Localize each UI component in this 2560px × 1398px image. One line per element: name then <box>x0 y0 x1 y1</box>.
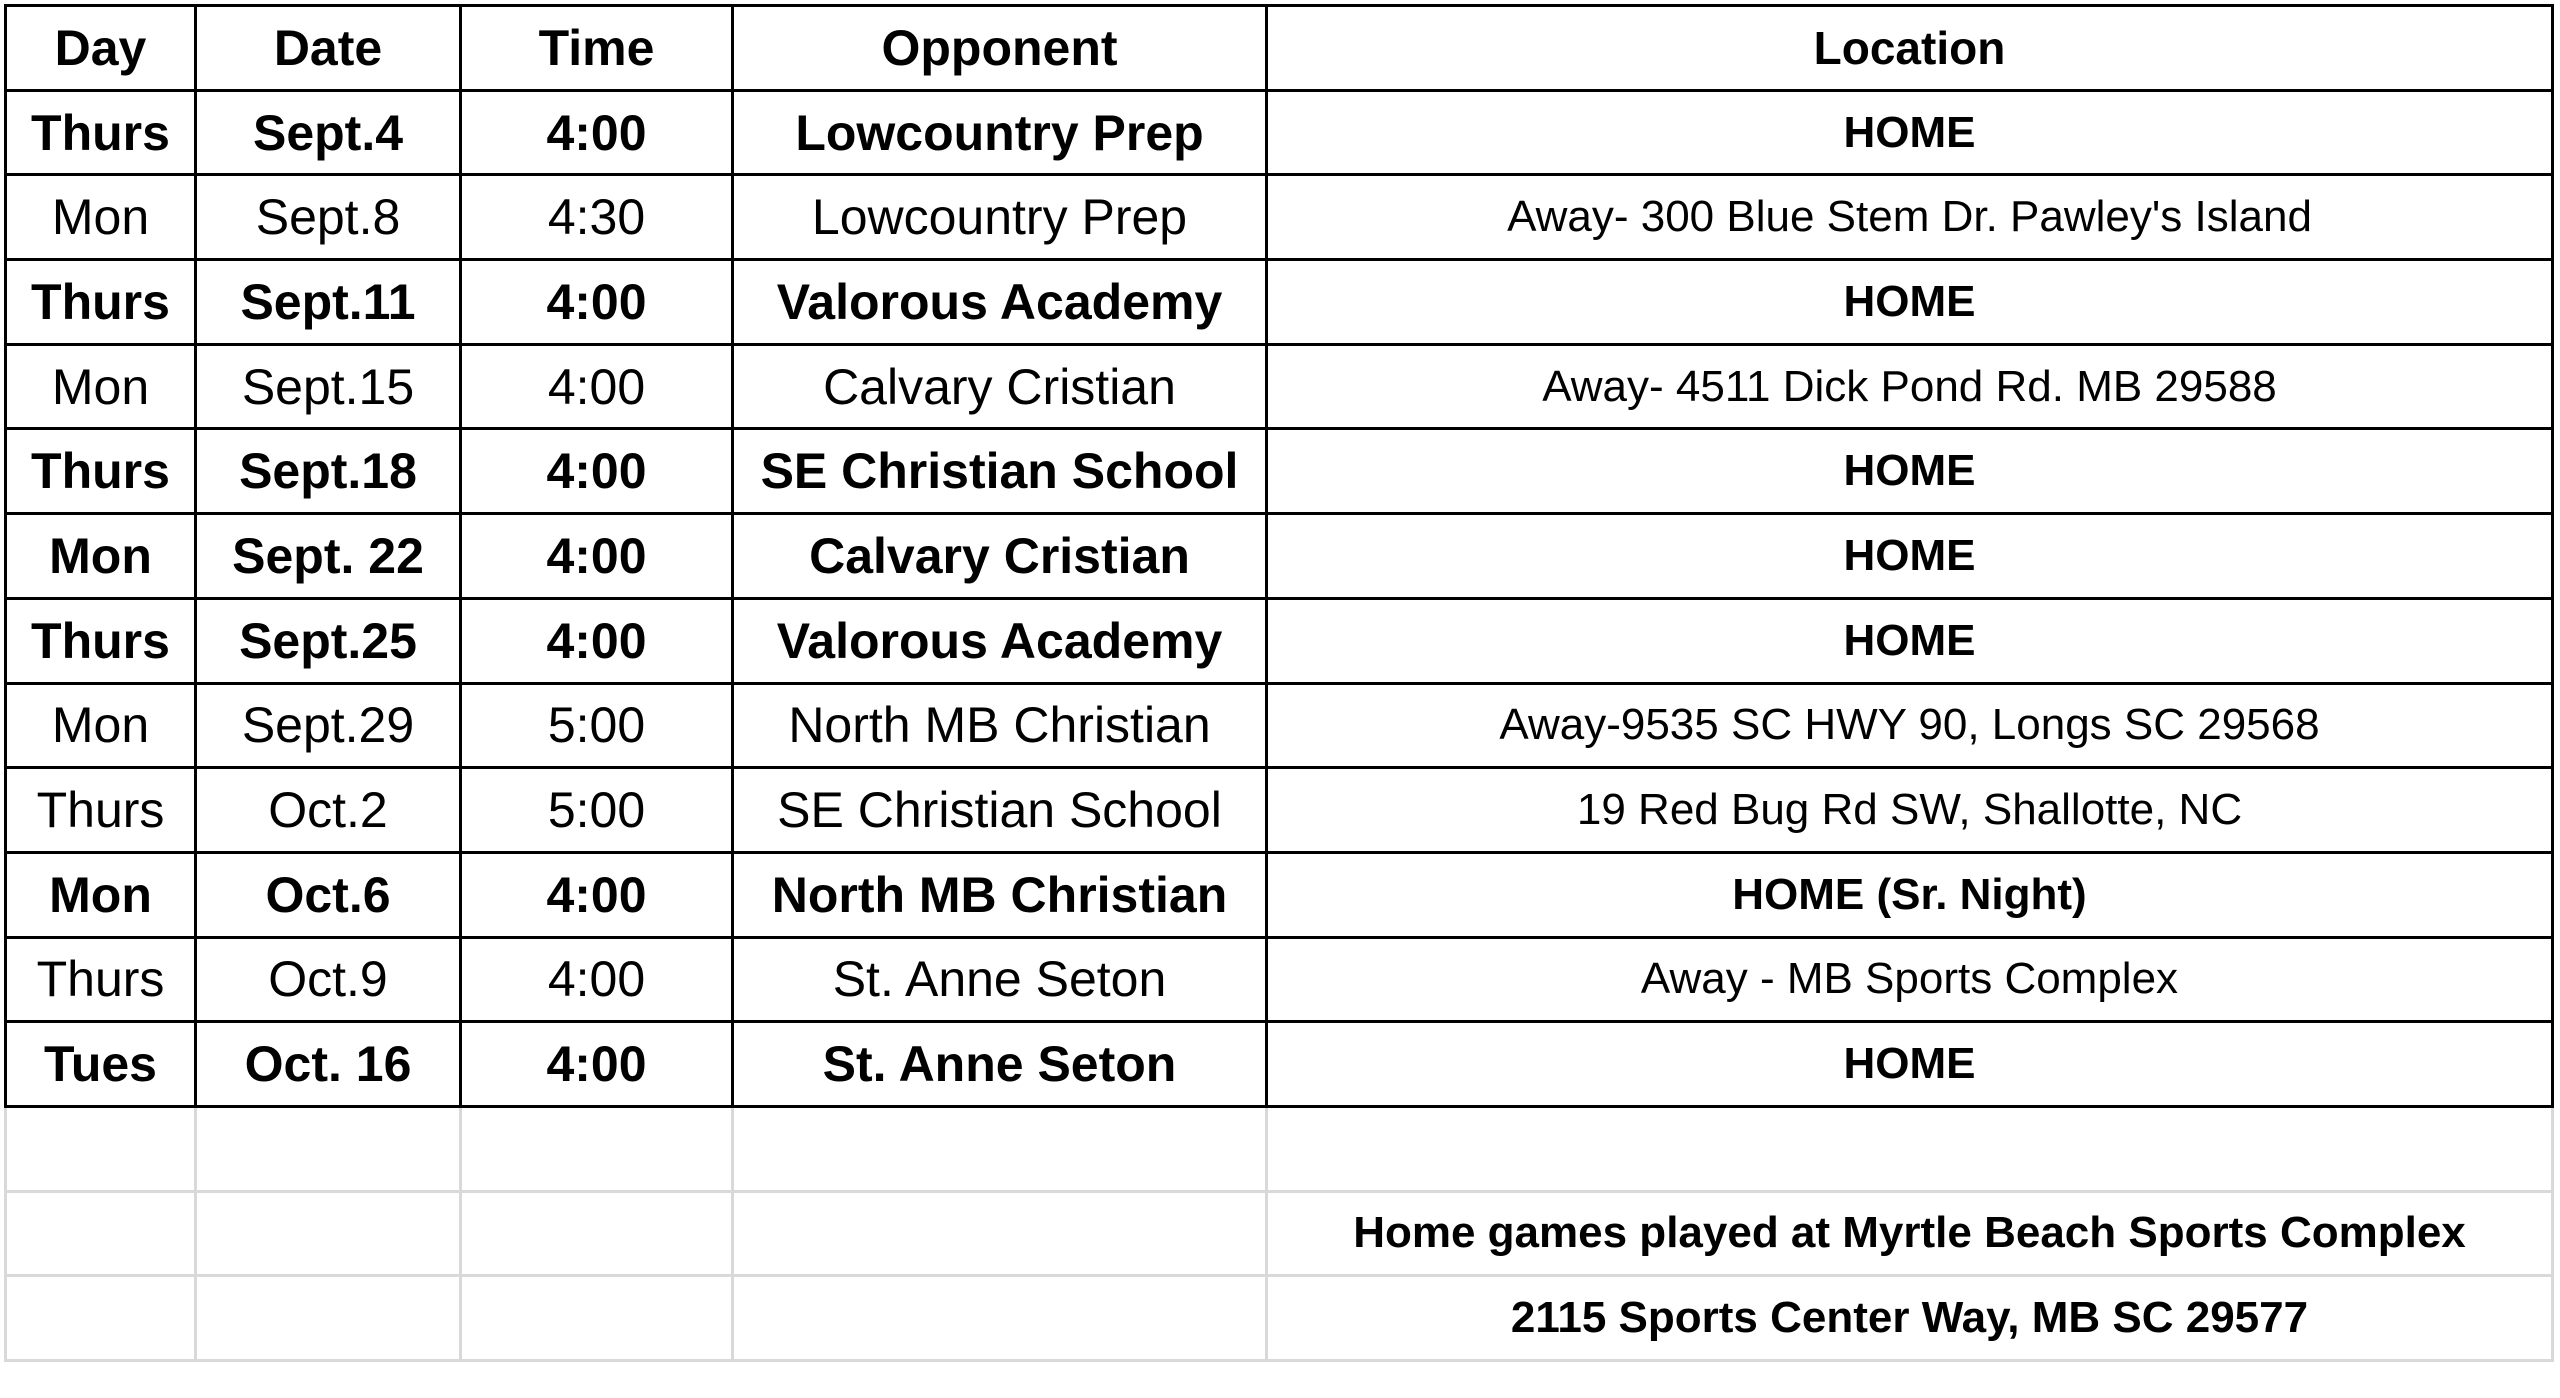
cell-location[interactable]: 19 Red Bug Rd SW, Shallotte, NC <box>1267 768 2553 853</box>
cell-opponent[interactable]: SE Christian School <box>733 429 1267 514</box>
cell-opponent[interactable]: Valorous Academy <box>733 598 1267 683</box>
cell-date[interactable]: Oct. 16 <box>196 1022 461 1107</box>
cell-time[interactable]: 4:00 <box>461 1022 733 1107</box>
schedule-table <box>4 4 2554 1362</box>
cell-day[interactable]: Thurs <box>6 90 196 175</box>
cell-date[interactable]: Sept.15 <box>196 344 461 429</box>
cell-date[interactable]: Oct.6 <box>196 852 461 937</box>
cell-date[interactable]: Sept.8 <box>196 175 461 260</box>
cell-date[interactable]: Sept.18 <box>196 429 461 514</box>
cell-opponent[interactable]: Calvary Cristian <box>733 514 1267 599</box>
cell-day[interactable]: Mon <box>6 852 196 937</box>
empty-row <box>6 1191 2553 1276</box>
table-row <box>6 90 2553 175</box>
header-day[interactable]: Day <box>6 6 196 91</box>
cell-time[interactable]: 4:00 <box>461 598 733 683</box>
header-location[interactable]: Location <box>1267 6 2553 91</box>
cell-day[interactable]: Mon <box>6 514 196 599</box>
cell-time[interactable]: 4:30 <box>461 175 733 260</box>
table-row <box>6 598 2553 683</box>
cell-time[interactable]: 4:00 <box>461 429 733 514</box>
cell-day[interactable]: Thurs <box>6 260 196 345</box>
cell-opponent[interactable]: Lowcountry Prep <box>733 90 1267 175</box>
table-row <box>6 937 2553 1022</box>
empty-cell[interactable] <box>196 1276 461 1361</box>
cell-date[interactable]: Sept.25 <box>196 598 461 683</box>
empty-row <box>6 1106 2553 1191</box>
schedule-table-body <box>6 6 2553 1361</box>
empty-cell[interactable] <box>196 1106 461 1191</box>
empty-cell[interactable] <box>6 1191 196 1276</box>
cell-time[interactable]: 5:00 <box>461 683 733 768</box>
cell-location[interactable]: HOME <box>1267 598 2553 683</box>
cell-day[interactable]: Mon <box>6 683 196 768</box>
cell-opponent[interactable]: North MB Christian <box>733 852 1267 937</box>
cell-time[interactable]: 4:00 <box>461 90 733 175</box>
table-row <box>6 429 2553 514</box>
cell-date[interactable]: Sept.11 <box>196 260 461 345</box>
cell-date[interactable]: Oct.9 <box>196 937 461 1022</box>
cell-location[interactable]: Away - MB Sports Complex <box>1267 937 2553 1022</box>
cell-location[interactable]: HOME <box>1267 90 2553 175</box>
cell-time[interactable]: 4:00 <box>461 344 733 429</box>
cell-time[interactable]: 4:00 <box>461 514 733 599</box>
empty-cell[interactable] <box>6 1106 196 1191</box>
home-games-note[interactable]: Home games played at Myrtle Beach Sports Complex <box>1267 1191 2553 1276</box>
cell-time[interactable]: 5:00 <box>461 768 733 853</box>
cell-opponent[interactable]: SE Christian School <box>733 768 1267 853</box>
cell-location[interactable]: Away- 300 Blue Stem Dr. Pawley's Island <box>1267 175 2553 260</box>
empty-cell[interactable] <box>733 1191 1267 1276</box>
cell-time[interactable]: 4:00 <box>461 852 733 937</box>
home-games-note[interactable]: 2115 Sports Center Way, MB SC 29577 <box>1267 1276 2553 1361</box>
empty-cell[interactable] <box>196 1191 461 1276</box>
cell-location[interactable]: HOME <box>1267 514 2553 599</box>
empty-cell[interactable] <box>733 1276 1267 1361</box>
table-row <box>6 768 2553 853</box>
table-row <box>6 175 2553 260</box>
cell-date[interactable]: Sept.29 <box>196 683 461 768</box>
table-row <box>6 514 2553 599</box>
cell-date[interactable]: Oct.2 <box>196 768 461 853</box>
cell-location[interactable]: Away- 4511 Dick Pond Rd. MB 29588 <box>1267 344 2553 429</box>
cell-time[interactable]: 4:00 <box>461 937 733 1022</box>
cell-opponent[interactable]: Valorous Academy <box>733 260 1267 345</box>
empty-cell[interactable] <box>461 1276 733 1361</box>
cell-day[interactable]: Thurs <box>6 768 196 853</box>
cell-location[interactable]: Away-9535 SC HWY 90, Longs SC 29568 <box>1267 683 2553 768</box>
cell-location[interactable]: HOME (Sr. Night) <box>1267 852 2553 937</box>
cell-location[interactable]: HOME <box>1267 1022 2553 1107</box>
cell-opponent[interactable]: North MB Christian <box>733 683 1267 768</box>
cell-opponent[interactable]: Lowcountry Prep <box>733 175 1267 260</box>
empty-cell[interactable] <box>461 1106 733 1191</box>
header-date[interactable]: Date <box>196 6 461 91</box>
empty-cell[interactable] <box>733 1106 1267 1191</box>
cell-location[interactable]: HOME <box>1267 429 2553 514</box>
empty-cell[interactable] <box>1267 1106 2553 1191</box>
cell-day[interactable]: Mon <box>6 344 196 429</box>
cell-opponent[interactable]: St. Anne Seton <box>733 937 1267 1022</box>
empty-cell[interactable] <box>461 1191 733 1276</box>
header-opponent[interactable]: Opponent <box>733 6 1267 91</box>
table-row <box>6 1022 2553 1107</box>
cell-day[interactable]: Thurs <box>6 937 196 1022</box>
cell-location[interactable]: HOME <box>1267 260 2553 345</box>
cell-opponent[interactable]: Calvary Cristian <box>733 344 1267 429</box>
table-row <box>6 852 2553 937</box>
header-row <box>6 6 2553 91</box>
cell-day[interactable]: Thurs <box>6 598 196 683</box>
cell-day[interactable]: Mon <box>6 175 196 260</box>
cell-time[interactable]: 4:00 <box>461 260 733 345</box>
table-row <box>6 344 2553 429</box>
cell-date[interactable]: Sept. 22 <box>196 514 461 599</box>
empty-cell[interactable] <box>6 1276 196 1361</box>
table-row <box>6 683 2553 768</box>
cell-day[interactable]: Tues <box>6 1022 196 1107</box>
header-time[interactable]: Time <box>461 6 733 91</box>
cell-date[interactable]: Sept.4 <box>196 90 461 175</box>
table-row <box>6 260 2553 345</box>
cell-opponent[interactable]: St. Anne Seton <box>733 1022 1267 1107</box>
empty-row <box>6 1276 2553 1361</box>
cell-day[interactable]: Thurs <box>6 429 196 514</box>
